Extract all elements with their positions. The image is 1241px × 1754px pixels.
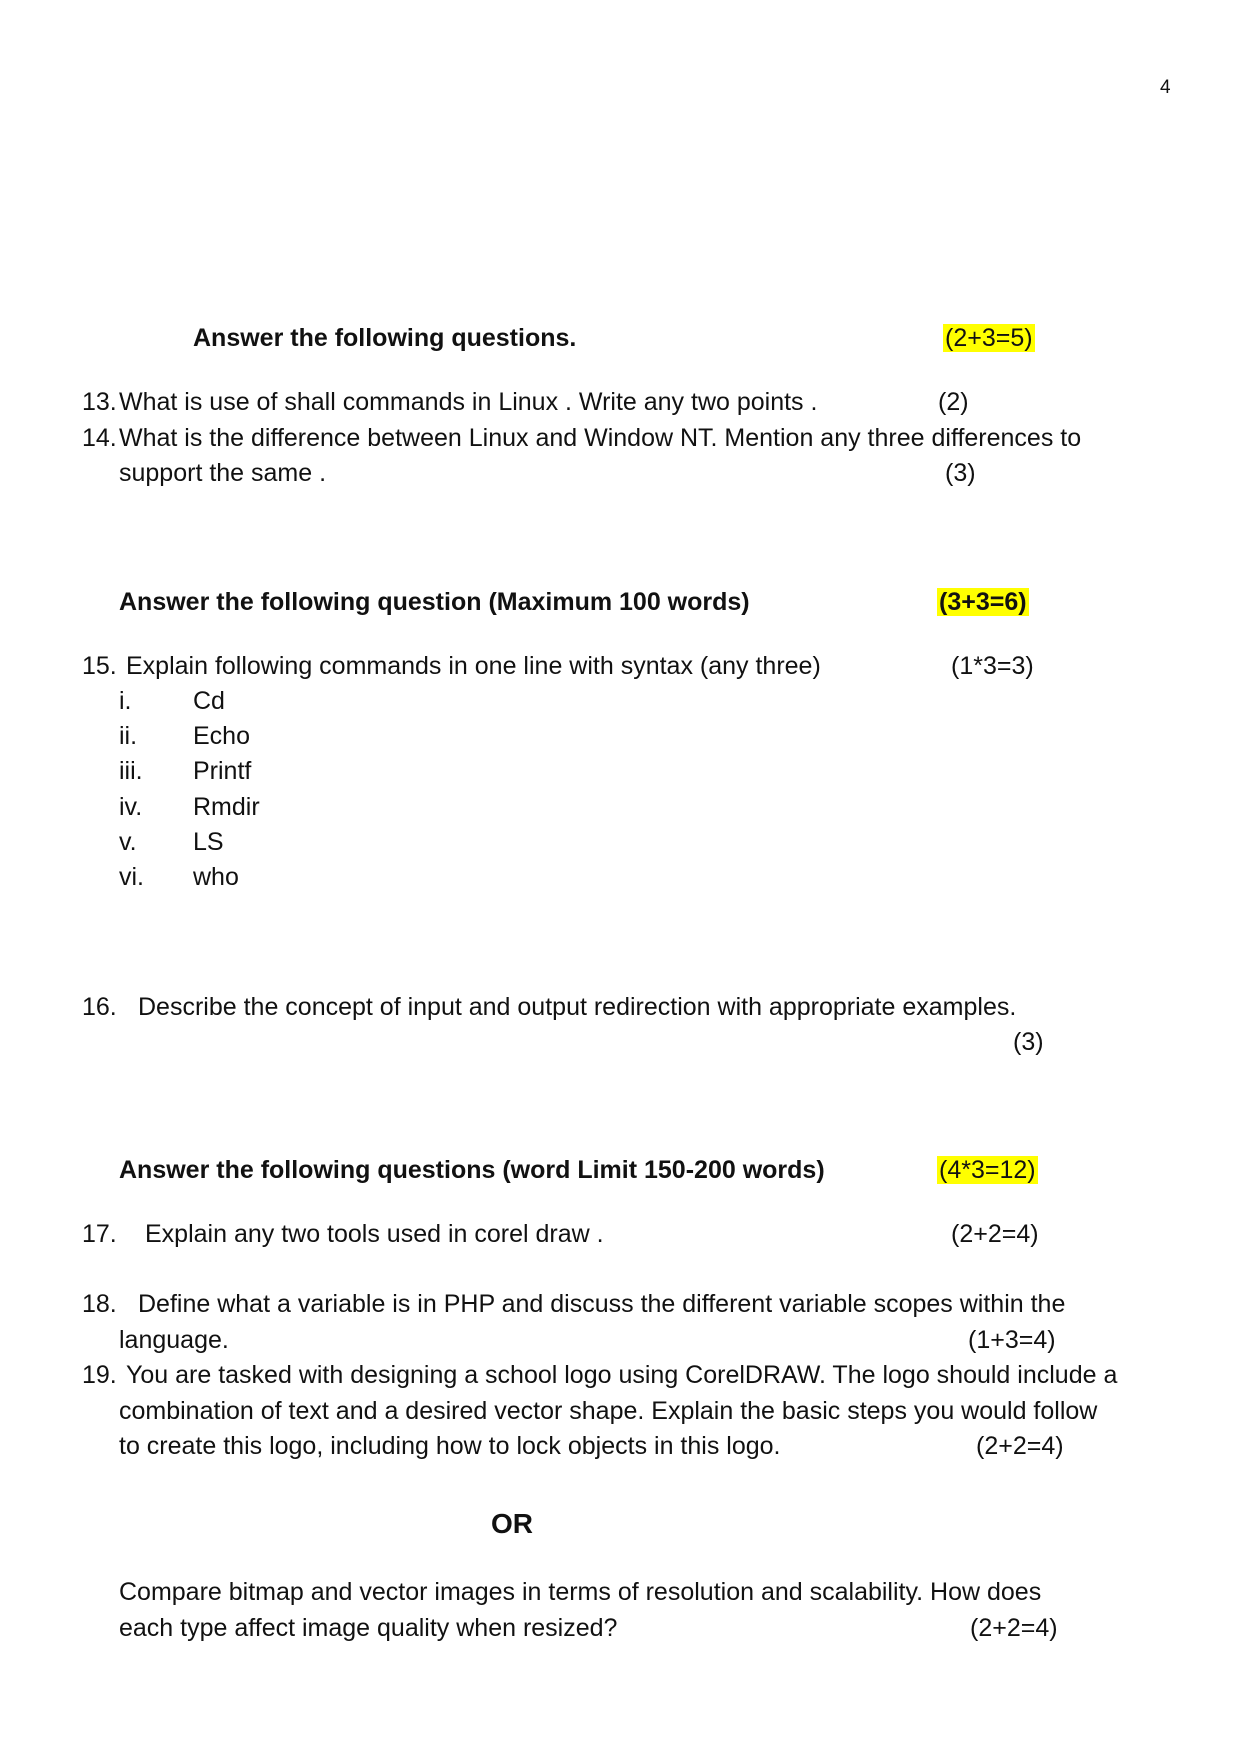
alt-question-line2: each type affect image quality when resized? [119, 1614, 618, 1642]
q16-number: 16. [82, 993, 117, 1021]
section-c-marks-highlight: (4*3=12) [939, 1156, 1036, 1184]
section-a-heading: Answer the following questions. [193, 324, 577, 352]
q15-item-roman: vi. [119, 863, 144, 891]
q19-text-line1: You are tasked with designing a school logo using CorelDRAW. The logo should include a [126, 1361, 1118, 1389]
q18-text-line2: language. [119, 1326, 229, 1354]
section-b-heading: Answer the following question (Maximum 100 words) [119, 588, 750, 616]
alt-question-marks: (2+2=4) [970, 1614, 1058, 1642]
q15-text: Explain following commands in one line with syntax (any three) [126, 652, 821, 680]
q15-item-command: LS [193, 828, 224, 856]
q13-number: 13. [82, 388, 117, 416]
q15-item-command: who [193, 863, 239, 891]
q14-number: 14. [82, 424, 117, 452]
section-a-marks-highlight: (2+3=5) [945, 324, 1033, 352]
q15-item-roman: iii. [119, 757, 143, 785]
q13-marks: (2) [938, 388, 969, 416]
q14-marks: (3) [945, 459, 976, 487]
q15-item-command: Rmdir [193, 793, 260, 821]
q19-text-line2: combination of text and a desired vector shape. Explain the basic steps you would follow [119, 1397, 1098, 1425]
section-b-marks [937, 586, 1029, 618]
q16-text: Describe the concept of input and output redirection with appropriate examples. [138, 993, 1017, 1021]
q15-item-command: Cd [193, 687, 225, 715]
q19-marks: (2+2=4) [976, 1432, 1064, 1460]
q15-item-roman: i. [119, 687, 132, 715]
q15-item-roman: v. [119, 828, 137, 856]
alt-question-line1: Compare bitmap and vector images in terms of resolution and scalability. How does [119, 1578, 1042, 1606]
q19-number: 19. [82, 1361, 117, 1389]
q15-item-roman: iv. [119, 793, 143, 821]
q18-number: 18. [82, 1290, 117, 1318]
q15-number: 15. [82, 652, 117, 680]
section-c-heading: Answer the following questions (word Limit 150-200 words) [119, 1156, 825, 1184]
q13-text: What is use of shall commands in Linux . Write any two points . [119, 388, 818, 416]
q17-number: 17. [82, 1220, 117, 1248]
q16-marks: (3) [1013, 1028, 1044, 1056]
q14-text-line1: What is the difference between Linux and Window NT. Mention any three differences to [119, 424, 1082, 452]
q15-item-command: Echo [193, 722, 250, 750]
q17-text: Explain any two tools used in corel draw . [145, 1220, 604, 1248]
q18-text-line1: Define what a variable is in PHP and discuss the different variable scopes within the [138, 1290, 1066, 1318]
section-c-marks [937, 1154, 1038, 1186]
or-label: OR [491, 1508, 533, 1539]
section-b-marks-highlight: (3+3=6) [939, 588, 1027, 616]
page-number: 4 [1160, 77, 1171, 98]
q19-text-line3: to create this logo, including how to lock objects in this logo. [119, 1432, 781, 1460]
q15-item-command: Printf [193, 757, 252, 785]
section-a-marks [943, 322, 1035, 354]
q18-marks: (1+3=4) [968, 1326, 1056, 1354]
q15-marks: (1*3=3) [951, 652, 1034, 680]
q17-marks: (2+2=4) [951, 1220, 1039, 1248]
q14-text-line2: support the same . [119, 459, 327, 487]
q15-item-roman: ii. [119, 722, 138, 750]
